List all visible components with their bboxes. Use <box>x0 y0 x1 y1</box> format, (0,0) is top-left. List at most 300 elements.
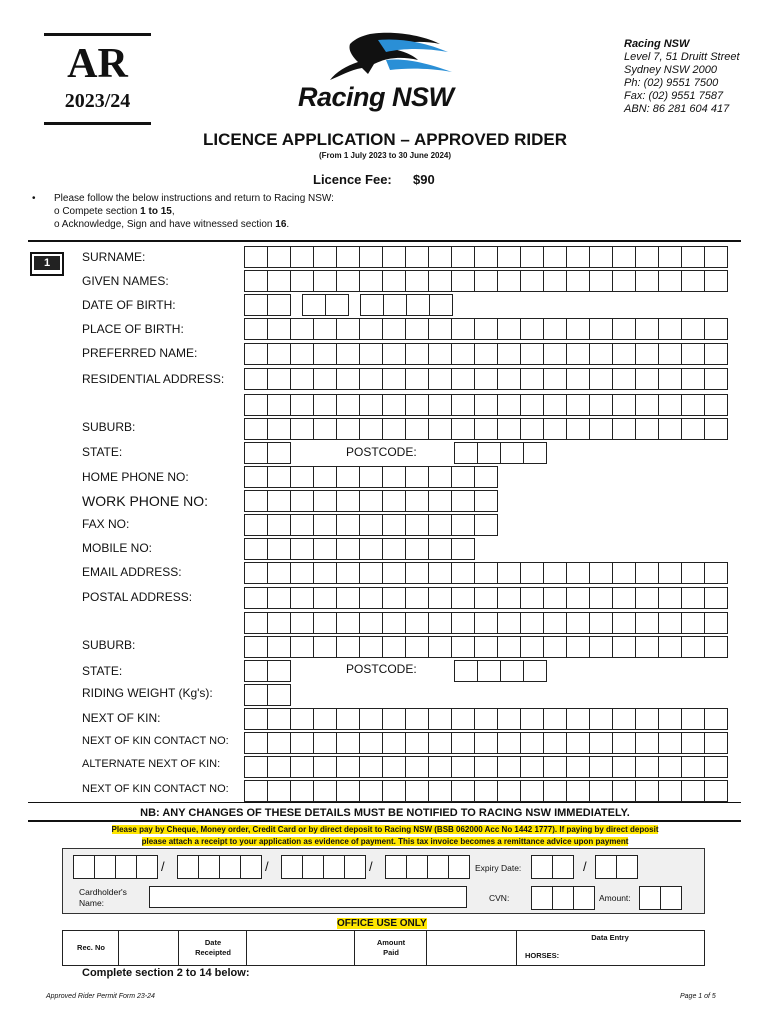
postal-address-box[interactable] <box>566 612 590 634</box>
alt-nok-contact-box[interactable] <box>497 780 521 802</box>
nok-contact-box[interactable] <box>658 732 682 754</box>
fax-box[interactable] <box>244 514 268 536</box>
next-of-kin-box[interactable] <box>336 708 360 730</box>
postal-suburb-box[interactable] <box>382 636 406 658</box>
residential-address-box[interactable] <box>359 368 383 390</box>
next-of-kin-box[interactable] <box>405 708 429 730</box>
place-of-birth-box[interactable] <box>497 318 521 340</box>
fax-box[interactable] <box>336 514 360 536</box>
residential-address-box[interactable] <box>635 394 659 416</box>
work-phone-box[interactable] <box>244 490 268 512</box>
email-box[interactable] <box>543 562 567 584</box>
residential-address-box[interactable] <box>244 368 268 390</box>
surname-box[interactable] <box>497 246 521 268</box>
alt-nok-contact-box[interactable] <box>336 780 360 802</box>
alt-nok-box[interactable] <box>313 756 337 778</box>
suburb-box[interactable] <box>428 418 452 440</box>
postal-suburb-box[interactable] <box>704 636 728 658</box>
suburb-box[interactable] <box>635 418 659 440</box>
email-box[interactable] <box>474 562 498 584</box>
suburb-box[interactable] <box>451 418 475 440</box>
suburb-box[interactable] <box>681 418 705 440</box>
postal-address-box[interactable] <box>290 587 314 609</box>
work-phone-box[interactable] <box>428 490 452 512</box>
surname-box[interactable] <box>451 246 475 268</box>
card-number-box[interactable] <box>302 855 324 879</box>
mobile-box[interactable] <box>244 538 268 560</box>
preferred-name-box[interactable] <box>428 343 452 365</box>
alt-nok-box[interactable] <box>612 756 636 778</box>
work-phone-box[interactable] <box>451 490 475 512</box>
given-names-box[interactable] <box>313 270 337 292</box>
alt-nok-contact-box[interactable] <box>267 780 291 802</box>
alt-nok-contact-box[interactable] <box>520 780 544 802</box>
postal-address-box[interactable] <box>543 587 567 609</box>
postal-address-box[interactable] <box>336 612 360 634</box>
surname-box[interactable] <box>244 246 268 268</box>
surname-box[interactable] <box>589 246 613 268</box>
card-number-box[interactable] <box>448 855 470 879</box>
given-names-box[interactable] <box>405 270 429 292</box>
postal-address-box[interactable] <box>382 612 406 634</box>
nok-contact-box[interactable] <box>589 732 613 754</box>
postal-address-box[interactable] <box>313 612 337 634</box>
alt-nok-box[interactable] <box>681 756 705 778</box>
nok-contact-box[interactable] <box>612 732 636 754</box>
residential-address-box[interactable] <box>612 394 636 416</box>
postal-address-box[interactable] <box>336 587 360 609</box>
dob-day-box[interactable] <box>244 294 268 316</box>
next-of-kin-box[interactable] <box>428 708 452 730</box>
cvn-box[interactable] <box>552 886 574 910</box>
postal-address-box[interactable] <box>658 587 682 609</box>
card-number-box[interactable] <box>219 855 241 879</box>
home-phone-box[interactable] <box>290 466 314 488</box>
suburb-box[interactable] <box>612 418 636 440</box>
suburb-box[interactable] <box>244 418 268 440</box>
nok-contact-box[interactable] <box>543 732 567 754</box>
suburb-box[interactable] <box>267 418 291 440</box>
residential-address-box[interactable] <box>428 394 452 416</box>
nok-contact-box[interactable] <box>681 732 705 754</box>
expiry-month-box[interactable] <box>552 855 574 879</box>
postal-address-box[interactable] <box>497 612 521 634</box>
preferred-name-box[interactable] <box>589 343 613 365</box>
place-of-birth-box[interactable] <box>681 318 705 340</box>
email-box[interactable] <box>451 562 475 584</box>
postal-address-box[interactable] <box>681 612 705 634</box>
postal-suburb-box[interactable] <box>451 636 475 658</box>
suburb-box[interactable] <box>313 418 337 440</box>
mobile-box[interactable] <box>290 538 314 560</box>
residential-address-box[interactable] <box>520 394 544 416</box>
given-names-box[interactable] <box>267 270 291 292</box>
surname-box[interactable] <box>635 246 659 268</box>
residential-address-box[interactable] <box>635 368 659 390</box>
preferred-name-box[interactable] <box>658 343 682 365</box>
suburb-box[interactable] <box>704 418 728 440</box>
given-names-box[interactable] <box>382 270 406 292</box>
postal-postcode-box[interactable] <box>454 660 478 682</box>
next-of-kin-box[interactable] <box>290 708 314 730</box>
card-number-box[interactable] <box>240 855 262 879</box>
place-of-birth-box[interactable] <box>658 318 682 340</box>
expiry-year-box[interactable] <box>595 855 617 879</box>
residential-address-box[interactable] <box>497 394 521 416</box>
postal-suburb-box[interactable] <box>681 636 705 658</box>
preferred-name-box[interactable] <box>497 343 521 365</box>
next-of-kin-box[interactable] <box>658 708 682 730</box>
given-names-box[interactable] <box>635 270 659 292</box>
email-box[interactable] <box>658 562 682 584</box>
mobile-box[interactable] <box>313 538 337 560</box>
preferred-name-box[interactable] <box>359 343 383 365</box>
residential-address-box[interactable] <box>474 394 498 416</box>
place-of-birth-box[interactable] <box>520 318 544 340</box>
residential-address-box[interactable] <box>267 394 291 416</box>
residential-address-box[interactable] <box>612 368 636 390</box>
postal-address-box[interactable] <box>589 612 613 634</box>
dob-month-box[interactable] <box>302 294 326 316</box>
nok-contact-box[interactable] <box>635 732 659 754</box>
nok-contact-box[interactable] <box>474 732 498 754</box>
postal-suburb-box[interactable] <box>497 636 521 658</box>
home-phone-box[interactable] <box>382 466 406 488</box>
home-phone-box[interactable] <box>451 466 475 488</box>
place-of-birth-box[interactable] <box>336 318 360 340</box>
given-names-box[interactable] <box>474 270 498 292</box>
given-names-box[interactable] <box>589 270 613 292</box>
alt-nok-contact-box[interactable] <box>405 780 429 802</box>
suburb-box[interactable] <box>336 418 360 440</box>
dob-year-box[interactable] <box>360 294 384 316</box>
postal-address-box[interactable] <box>566 587 590 609</box>
fax-box[interactable] <box>428 514 452 536</box>
preferred-name-box[interactable] <box>244 343 268 365</box>
alt-nok-contact-box[interactable] <box>451 780 475 802</box>
surname-box[interactable] <box>290 246 314 268</box>
next-of-kin-box[interactable] <box>566 708 590 730</box>
alt-nok-contact-box[interactable] <box>566 780 590 802</box>
fax-box[interactable] <box>474 514 498 536</box>
postal-address-box[interactable] <box>612 587 636 609</box>
nok-contact-box[interactable] <box>405 732 429 754</box>
given-names-box[interactable] <box>359 270 383 292</box>
suburb-box[interactable] <box>497 418 521 440</box>
postal-address-box[interactable] <box>451 612 475 634</box>
suburb-box[interactable] <box>589 418 613 440</box>
postal-address-box[interactable] <box>520 587 544 609</box>
dob-month-box[interactable] <box>325 294 349 316</box>
email-box[interactable] <box>428 562 452 584</box>
amount-box[interactable] <box>660 886 682 910</box>
given-names-box[interactable] <box>244 270 268 292</box>
card-number-box[interactable] <box>385 855 407 879</box>
next-of-kin-box[interactable] <box>520 708 544 730</box>
postal-suburb-box[interactable] <box>336 636 360 658</box>
residential-address-box[interactable] <box>313 368 337 390</box>
preferred-name-box[interactable] <box>336 343 360 365</box>
preferred-name-box[interactable] <box>267 343 291 365</box>
postal-state-box[interactable] <box>267 660 291 682</box>
email-box[interactable] <box>244 562 268 584</box>
next-of-kin-box[interactable] <box>382 708 406 730</box>
home-phone-box[interactable] <box>359 466 383 488</box>
card-number-box[interactable] <box>73 855 95 879</box>
place-of-birth-box[interactable] <box>244 318 268 340</box>
place-of-birth-box[interactable] <box>543 318 567 340</box>
alt-nok-box[interactable] <box>658 756 682 778</box>
residential-address-box[interactable] <box>520 368 544 390</box>
postal-address-box[interactable] <box>635 612 659 634</box>
postal-address-box[interactable] <box>244 587 268 609</box>
postal-suburb-box[interactable] <box>520 636 544 658</box>
alt-nok-box[interactable] <box>428 756 452 778</box>
fax-box[interactable] <box>405 514 429 536</box>
surname-box[interactable] <box>474 246 498 268</box>
email-box[interactable] <box>336 562 360 584</box>
postal-suburb-box[interactable] <box>267 636 291 658</box>
surname-box[interactable] <box>336 246 360 268</box>
surname-box[interactable] <box>520 246 544 268</box>
residential-address-box[interactable] <box>336 368 360 390</box>
preferred-name-box[interactable] <box>382 343 406 365</box>
expiry-month-box[interactable] <box>531 855 553 879</box>
card-number-box[interactable] <box>281 855 303 879</box>
place-of-birth-box[interactable] <box>589 318 613 340</box>
nok-contact-box[interactable] <box>428 732 452 754</box>
next-of-kin-box[interactable] <box>244 708 268 730</box>
next-of-kin-box[interactable] <box>497 708 521 730</box>
nok-contact-box[interactable] <box>382 732 406 754</box>
preferred-name-box[interactable] <box>635 343 659 365</box>
preferred-name-box[interactable] <box>451 343 475 365</box>
postal-suburb-box[interactable] <box>290 636 314 658</box>
place-of-birth-box[interactable] <box>382 318 406 340</box>
postal-address-box[interactable] <box>405 587 429 609</box>
postcode-box[interactable] <box>454 442 478 464</box>
alt-nok-box[interactable] <box>382 756 406 778</box>
residential-address-box[interactable] <box>474 368 498 390</box>
next-of-kin-box[interactable] <box>359 708 383 730</box>
email-box[interactable] <box>405 562 429 584</box>
card-number-box[interactable] <box>136 855 158 879</box>
email-box[interactable] <box>566 562 590 584</box>
postal-state-box[interactable] <box>244 660 268 682</box>
next-of-kin-box[interactable] <box>681 708 705 730</box>
alt-nok-box[interactable] <box>497 756 521 778</box>
alt-nok-contact-box[interactable] <box>428 780 452 802</box>
fax-box[interactable] <box>359 514 383 536</box>
state-box[interactable] <box>267 442 291 464</box>
postal-postcode-box[interactable] <box>477 660 501 682</box>
postal-address-box[interactable] <box>267 587 291 609</box>
nok-contact-box[interactable] <box>244 732 268 754</box>
postal-address-box[interactable] <box>382 587 406 609</box>
given-names-box[interactable] <box>704 270 728 292</box>
postal-suburb-box[interactable] <box>566 636 590 658</box>
fax-box[interactable] <box>290 514 314 536</box>
amount-box[interactable] <box>639 886 661 910</box>
cvn-box[interactable] <box>573 886 595 910</box>
residential-address-box[interactable] <box>267 368 291 390</box>
home-phone-box[interactable] <box>336 466 360 488</box>
postal-address-box[interactable] <box>543 612 567 634</box>
mobile-box[interactable] <box>336 538 360 560</box>
given-names-box[interactable] <box>520 270 544 292</box>
residential-address-box[interactable] <box>543 368 567 390</box>
surname-box[interactable] <box>543 246 567 268</box>
alt-nok-contact-box[interactable] <box>635 780 659 802</box>
place-of-birth-box[interactable] <box>451 318 475 340</box>
given-names-box[interactable] <box>681 270 705 292</box>
email-box[interactable] <box>313 562 337 584</box>
surname-box[interactable] <box>428 246 452 268</box>
next-of-kin-box[interactable] <box>474 708 498 730</box>
cardholder-name-field[interactable] <box>149 886 467 908</box>
suburb-box[interactable] <box>405 418 429 440</box>
postal-suburb-box[interactable] <box>635 636 659 658</box>
next-of-kin-box[interactable] <box>589 708 613 730</box>
postal-address-box[interactable] <box>589 587 613 609</box>
work-phone-box[interactable] <box>336 490 360 512</box>
mobile-box[interactable] <box>359 538 383 560</box>
nok-contact-box[interactable] <box>267 732 291 754</box>
postal-address-box[interactable] <box>658 612 682 634</box>
work-phone-box[interactable] <box>405 490 429 512</box>
alt-nok-box[interactable] <box>589 756 613 778</box>
alt-nok-box[interactable] <box>543 756 567 778</box>
suburb-box[interactable] <box>474 418 498 440</box>
cvn-box[interactable] <box>531 886 553 910</box>
postal-address-box[interactable] <box>359 612 383 634</box>
given-names-box[interactable] <box>566 270 590 292</box>
residential-address-box[interactable] <box>428 368 452 390</box>
surname-box[interactable] <box>267 246 291 268</box>
postal-address-box[interactable] <box>244 612 268 634</box>
postal-suburb-box[interactable] <box>543 636 567 658</box>
dob-year-box[interactable] <box>383 294 407 316</box>
expiry-year-box[interactable] <box>616 855 638 879</box>
nok-contact-box[interactable] <box>566 732 590 754</box>
alt-nok-box[interactable] <box>405 756 429 778</box>
postal-address-box[interactable] <box>635 587 659 609</box>
surname-box[interactable] <box>382 246 406 268</box>
home-phone-box[interactable] <box>405 466 429 488</box>
residential-address-box[interactable] <box>497 368 521 390</box>
work-phone-box[interactable] <box>359 490 383 512</box>
postal-address-box[interactable] <box>267 612 291 634</box>
place-of-birth-box[interactable] <box>612 318 636 340</box>
postal-suburb-box[interactable] <box>658 636 682 658</box>
alt-nok-contact-box[interactable] <box>313 780 337 802</box>
dob-year-box[interactable] <box>406 294 430 316</box>
given-names-box[interactable] <box>428 270 452 292</box>
postal-address-box[interactable] <box>612 612 636 634</box>
postal-postcode-box[interactable] <box>523 660 547 682</box>
surname-box[interactable] <box>612 246 636 268</box>
alt-nok-contact-box[interactable] <box>359 780 383 802</box>
alt-nok-contact-box[interactable] <box>290 780 314 802</box>
place-of-birth-box[interactable] <box>290 318 314 340</box>
alt-nok-box[interactable] <box>635 756 659 778</box>
given-names-box[interactable] <box>290 270 314 292</box>
fax-box[interactable] <box>382 514 406 536</box>
postal-address-box[interactable] <box>704 587 728 609</box>
postal-suburb-box[interactable] <box>405 636 429 658</box>
postal-suburb-box[interactable] <box>612 636 636 658</box>
next-of-kin-box[interactable] <box>543 708 567 730</box>
residential-address-box[interactable] <box>382 394 406 416</box>
email-box[interactable] <box>290 562 314 584</box>
alt-nok-box[interactable] <box>267 756 291 778</box>
alt-nok-contact-box[interactable] <box>382 780 406 802</box>
work-phone-box[interactable] <box>313 490 337 512</box>
suburb-box[interactable] <box>520 418 544 440</box>
place-of-birth-box[interactable] <box>267 318 291 340</box>
email-box[interactable] <box>635 562 659 584</box>
alt-nok-box[interactable] <box>474 756 498 778</box>
postal-address-box[interactable] <box>290 612 314 634</box>
surname-box[interactable] <box>658 246 682 268</box>
residential-address-box[interactable] <box>290 368 314 390</box>
email-box[interactable] <box>359 562 383 584</box>
home-phone-box[interactable] <box>267 466 291 488</box>
residential-address-box[interactable] <box>244 394 268 416</box>
alt-nok-contact-box[interactable] <box>543 780 567 802</box>
residential-address-box[interactable] <box>566 394 590 416</box>
next-of-kin-box[interactable] <box>313 708 337 730</box>
fax-box[interactable] <box>313 514 337 536</box>
mobile-box[interactable] <box>405 538 429 560</box>
nok-contact-box[interactable] <box>704 732 728 754</box>
preferred-name-box[interactable] <box>405 343 429 365</box>
work-phone-box[interactable] <box>267 490 291 512</box>
given-names-box[interactable] <box>336 270 360 292</box>
email-box[interactable] <box>612 562 636 584</box>
mobile-box[interactable] <box>382 538 406 560</box>
next-of-kin-box[interactable] <box>635 708 659 730</box>
email-box[interactable] <box>382 562 406 584</box>
card-number-box[interactable] <box>177 855 199 879</box>
nok-contact-box[interactable] <box>313 732 337 754</box>
place-of-birth-box[interactable] <box>428 318 452 340</box>
nok-contact-box[interactable] <box>497 732 521 754</box>
postal-address-box[interactable] <box>313 587 337 609</box>
preferred-name-box[interactable] <box>681 343 705 365</box>
dob-year-box[interactable] <box>429 294 453 316</box>
preferred-name-box[interactable] <box>474 343 498 365</box>
postal-address-box[interactable] <box>405 612 429 634</box>
given-names-box[interactable] <box>497 270 521 292</box>
postcode-box[interactable] <box>523 442 547 464</box>
place-of-birth-box[interactable] <box>566 318 590 340</box>
suburb-box[interactable] <box>382 418 406 440</box>
alt-nok-contact-box[interactable] <box>244 780 268 802</box>
suburb-box[interactable] <box>566 418 590 440</box>
mobile-box[interactable] <box>451 538 475 560</box>
postal-address-box[interactable] <box>520 612 544 634</box>
nok-contact-box[interactable] <box>290 732 314 754</box>
nok-contact-box[interactable] <box>451 732 475 754</box>
fax-box[interactable] <box>451 514 475 536</box>
amount-paid-cell[interactable] <box>427 931 517 965</box>
preferred-name-box[interactable] <box>612 343 636 365</box>
suburb-box[interactable] <box>359 418 383 440</box>
nok-contact-box[interactable] <box>336 732 360 754</box>
residential-address-box[interactable] <box>359 394 383 416</box>
place-of-birth-box[interactable] <box>704 318 728 340</box>
